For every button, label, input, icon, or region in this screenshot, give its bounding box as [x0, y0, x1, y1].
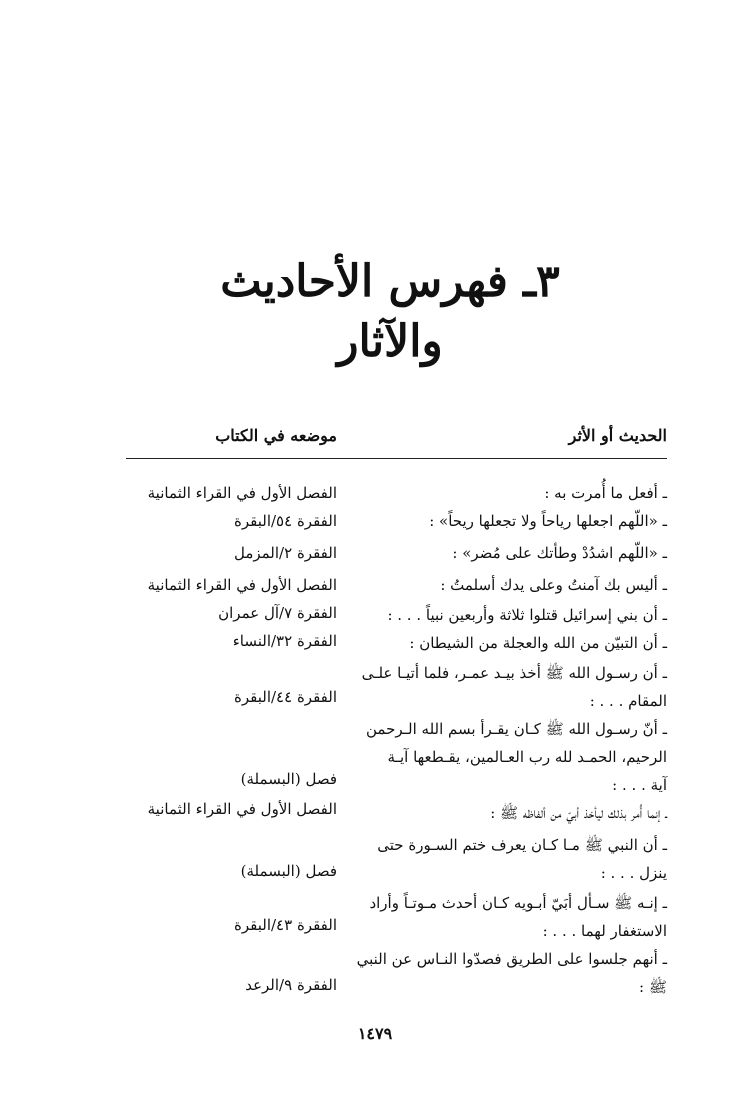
location-entry: الفصل الأول في القراء الثمانية	[147, 484, 337, 502]
location-entry: الفقرة ٢/المزمل	[233, 544, 337, 562]
location-entry: الفقرة ٥٤/البقرة	[234, 512, 337, 530]
hadith-line: ـ أن بني إسرائيل قتلوا ثلاثة وأربعين نبياً . . . :	[387, 606, 667, 624]
hadith-line: الاستغفار لهما . . . :	[542, 922, 667, 940]
hadith-line: الرحيم، الحمـد لله رب العـالمين، يقـطعها آيـة	[387, 748, 667, 766]
location-entry: الفقرة ٩/الرعد	[245, 976, 337, 994]
location-entry: فصل (البسملة)	[240, 770, 337, 788]
location-entry: الفقرة ٤٤/البقرة	[234, 688, 337, 706]
page-title: ٣ـ فهرس الأحاديث والآثار	[220, 256, 560, 367]
location-entry: الفصل الأول في القراء الثمانية	[147, 576, 337, 594]
hadith-line: ـ أن رسـول الله ﷺ أخذ بيـد عمـر، فلما أتيـا علـى	[361, 664, 667, 682]
page-number: ١٤٧٩	[357, 1024, 393, 1043]
location-entry: الفقرة ٤٣/البقرة	[234, 916, 337, 934]
location-entry: الفقرة ٧/آل عمران	[218, 604, 337, 622]
hadith-line: ـ إنما أُمر بذلك ليأخذ أبيّ من ألفاظه ﷺ :	[490, 804, 667, 822]
hadith-line: ـ أن النبي ﷺ مـا كـان يعرف ختم السـورة حتى	[377, 836, 667, 854]
hadith-line: ـ أن التبيّن من الله والعجلة من الشيطان :	[409, 634, 667, 652]
hadith-line: ـ أنهم جلسوا على الطريق فصدّوا النـاس عن النبي	[356, 950, 667, 968]
hadith-line: ـ إنـه ﷺ سـأل أبَيّ أبـويه كـان أحدث مـوتـاً وأراد	[369, 894, 667, 912]
location-entry: الفقرة ٣٢/النساء	[232, 632, 337, 650]
hadith-line: ينزل . . . :	[600, 864, 667, 882]
hadith-line: آية . . . :	[612, 776, 667, 794]
hadith-line: ـ «اللّهم اجعلها رياحاً ولا تجعلها ريحاً» :	[429, 512, 667, 530]
location-entry: الفصل الأول في القراء الثمانية	[147, 800, 337, 818]
hadith-line: المقام . . . :	[589, 692, 667, 710]
location-entry: فصل (البسملة)	[240, 862, 337, 880]
header-rule	[126, 458, 667, 459]
column-header-location: موضعه في الكتاب	[215, 426, 337, 445]
hadith-line: ﷺ :	[639, 978, 667, 996]
hadith-line: ـ أليس بك آمنتُ وعلى يدك أسلمتُ :	[440, 576, 667, 594]
column-header-hadith: الحديث أو الأثر	[568, 426, 667, 445]
hadith-line: ـ أنّ رسـول الله ﷺ كـان يقـرأ بسم الله الـرحمن	[366, 720, 667, 738]
hadith-line: ـ «اللّهم اشدُدْ وطأتك على مُضر» :	[452, 544, 667, 562]
hadith-line: ـ أفعل ما أُمرت به :	[544, 484, 667, 502]
